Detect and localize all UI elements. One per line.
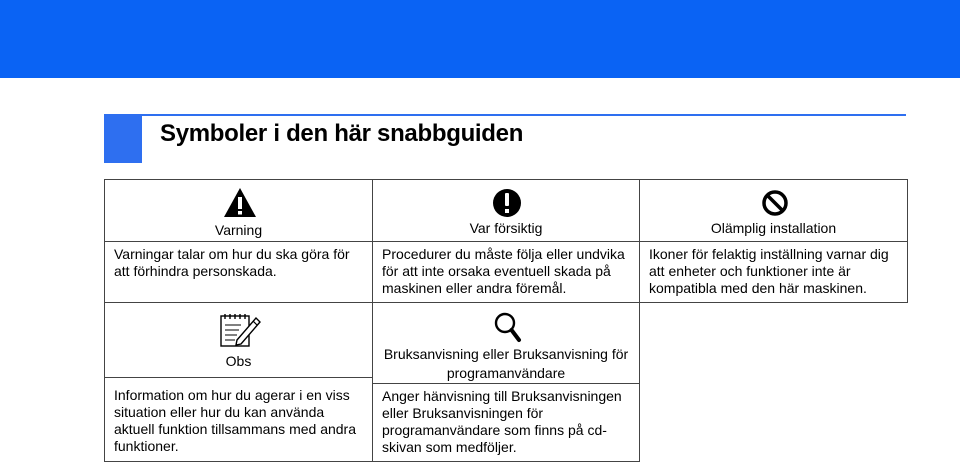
cell-divider [640, 241, 907, 242]
cell-divider [373, 383, 639, 384]
symbol-description: Varningar talar om hur du ska göra för att förhindra personskada. [114, 246, 350, 279]
top-banner [0, 0, 960, 78]
page-title: Symboler i den här snabbguiden [160, 120, 524, 147]
symbol-cell-manual-reference [372, 302, 640, 462]
symbol-caption: Var försiktig [469, 220, 543, 236]
caution-exclamation-icon [492, 188, 522, 218]
symbol-cell-caution [372, 179, 640, 303]
symbol-description: Procedurer du måste följa eller undvika för att inte orsaka eventuell skada på maskinen eller andra föremål. [382, 246, 625, 296]
note-pad-icon [219, 312, 261, 348]
symbol-caption: Varning [214, 222, 263, 238]
magnifier-icon [492, 311, 522, 343]
heading-rule [142, 114, 906, 116]
prohibited-icon [762, 190, 788, 216]
symbol-caption: Bruksanvisning eller Bruksanvisning för programanvändare [383, 346, 629, 381]
symbol-description: Ikoner för felaktig inställning varnar dig att enheter och funktioner inte är kompatibla med den här maskinen. [649, 246, 889, 296]
symbol-caption: Obs [225, 353, 252, 369]
symbol-cell-improper-setup [639, 179, 908, 303]
cell-divider [373, 241, 639, 242]
heading-accent-block [104, 114, 142, 163]
warning-triangle-icon [223, 187, 257, 219]
symbol-cell-note [104, 302, 373, 462]
cell-divider [105, 241, 372, 242]
symbol-description: Information om hur du agerar i en viss situation eller hur du kan använda aktuell funktion tillsammans med andra funktioner. [114, 387, 357, 454]
symbol-description: Anger hänvisning till Bruksanvisningen eller Bruksanvisningen för programanvändare som finns på cd-skivan som medföljer. [382, 388, 622, 455]
section-heading [104, 114, 906, 163]
cell-divider [105, 377, 372, 378]
symbol-cell-warning [104, 179, 373, 303]
symbol-caption: Olämplig installation [710, 220, 837, 236]
